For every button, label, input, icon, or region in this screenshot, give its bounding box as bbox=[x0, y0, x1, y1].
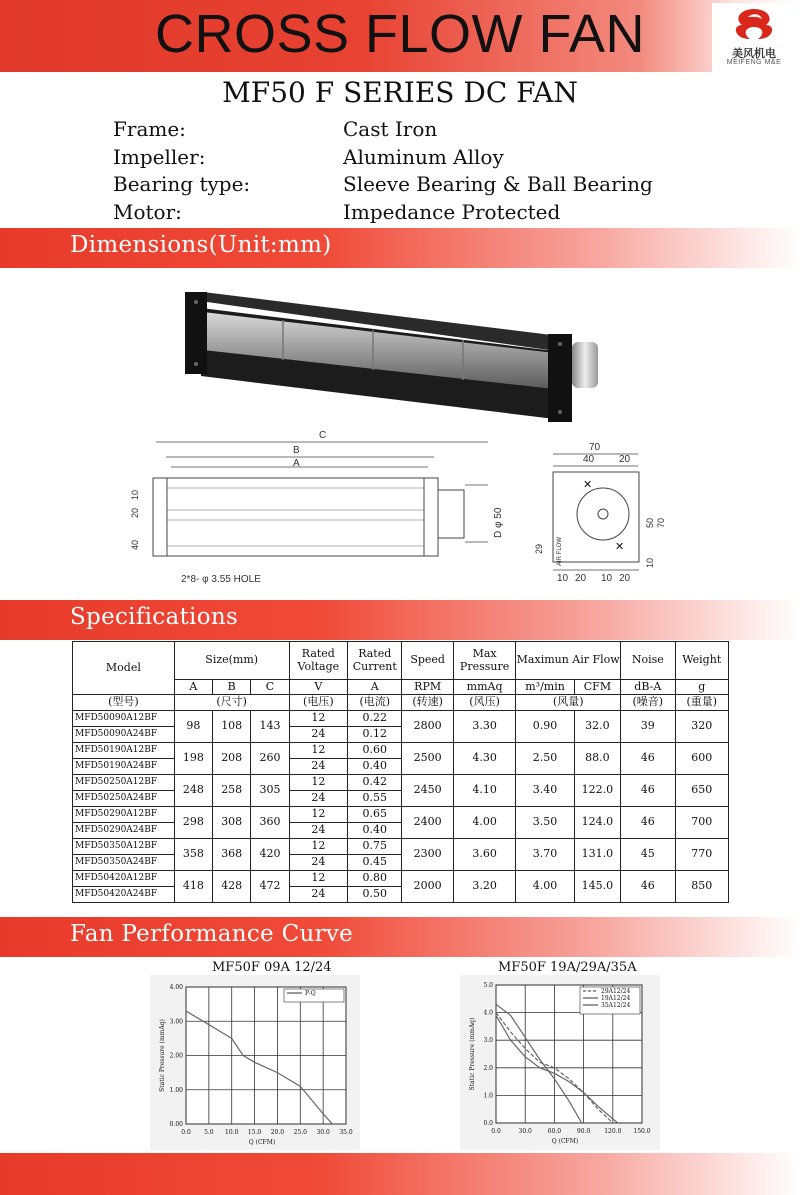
table-row bbox=[73, 711, 729, 727]
dim-40-label: 40 bbox=[130, 539, 140, 550]
y-axis-label: Static Pressure (mmAq) bbox=[159, 1019, 166, 1092]
unit-rpm: RPM bbox=[402, 680, 453, 695]
y-tick-label: 4.0 bbox=[483, 1009, 493, 1017]
chart-19a-29a-35a bbox=[460, 975, 660, 1150]
cell-voltage: 12 bbox=[289, 711, 347, 727]
cell-voltage: 24 bbox=[289, 727, 347, 743]
y-tick-label: 1.0 bbox=[483, 1092, 493, 1100]
legend-label: 29A12/24 bbox=[601, 988, 631, 995]
th-noise: Noise bbox=[621, 642, 675, 680]
side-70v-label: 70 bbox=[656, 517, 666, 528]
x-tick-label: 20.0 bbox=[270, 1129, 285, 1136]
cell-model: MFD50090A12BF bbox=[73, 711, 175, 727]
cell-flow-cfm: 122.0 bbox=[574, 775, 620, 807]
bottom-10-b-label: 10 bbox=[601, 573, 613, 584]
cell-speed: 2000 bbox=[402, 871, 453, 903]
cell-pressure: 4.00 bbox=[453, 807, 515, 839]
cell-size-b: 108 bbox=[213, 711, 251, 743]
cell-speed: 2300 bbox=[402, 839, 453, 871]
section-title-dimensions: Dimensions(Unit:mm) bbox=[70, 232, 332, 258]
cell-size-c: 260 bbox=[251, 743, 289, 775]
cell-flow-cfm: 145.0 bbox=[574, 871, 620, 903]
cell-current: 0.55 bbox=[348, 791, 402, 807]
cell-speed: 2400 bbox=[402, 807, 453, 839]
side-29-label: 29 bbox=[534, 543, 544, 554]
unit-v: V bbox=[289, 680, 347, 695]
th-pressure: Max Pressure bbox=[453, 642, 515, 680]
chart2-title: MF50F 19A/29A/35A bbox=[498, 960, 637, 975]
legend-label: 35A12/24 bbox=[601, 1002, 631, 1009]
cell-model: MFD50250A12BF bbox=[73, 775, 175, 791]
cell-flow-m3: 3.40 bbox=[516, 775, 574, 807]
cell-model: MFD50420A12BF bbox=[73, 871, 175, 887]
chart-09a bbox=[150, 975, 360, 1150]
th-model: Model bbox=[73, 642, 175, 695]
unit-cfm: CFM bbox=[574, 680, 620, 695]
spec-value-motor: Impedance Protected bbox=[343, 200, 561, 224]
th-flow: Maximun Air Flow bbox=[516, 642, 621, 680]
dim-20-label: 20 bbox=[130, 507, 140, 518]
x-tick-label: 0.0 bbox=[491, 1128, 501, 1135]
cell-model: MFD50190A12BF bbox=[73, 743, 175, 759]
y-tick-label: 0.00 bbox=[169, 1121, 183, 1128]
cell-current: 0.65 bbox=[348, 807, 402, 823]
dim-b-label: B bbox=[293, 445, 300, 456]
cell-voltage: 12 bbox=[289, 743, 347, 759]
x-tick-label: 30.0 bbox=[518, 1128, 532, 1135]
cell-noise: 46 bbox=[621, 743, 675, 775]
side-70-label: 70 bbox=[589, 442, 601, 453]
brand-logo bbox=[712, 3, 796, 73]
cn-size: (尺寸) bbox=[174, 695, 289, 711]
cell-size-a: 98 bbox=[174, 711, 212, 743]
x-tick-label: 5.0 bbox=[204, 1129, 214, 1136]
cell-weight: 850 bbox=[675, 871, 729, 903]
y-tick-label: 2.0 bbox=[483, 1064, 493, 1072]
unit-m3: m³/min bbox=[516, 680, 574, 695]
cell-pressure: 4.10 bbox=[453, 775, 515, 807]
cell-size-b: 258 bbox=[213, 775, 251, 807]
cell-pressure: 3.60 bbox=[453, 839, 515, 871]
y-tick-label: 3.00 bbox=[169, 1018, 183, 1026]
cell-size-c: 472 bbox=[251, 871, 289, 903]
cell-model: MFD50090A24BF bbox=[73, 727, 175, 743]
cell-voltage: 24 bbox=[289, 759, 347, 775]
legend-label: P-Q bbox=[305, 990, 316, 997]
cell-flow-cfm: 32.0 bbox=[574, 711, 620, 743]
th-size: Size(mm) bbox=[174, 642, 289, 680]
th-speed: Speed bbox=[402, 642, 453, 680]
cell-size-c: 305 bbox=[251, 775, 289, 807]
section-title-curve: Fan Performance Curve bbox=[70, 921, 354, 947]
cell-model: MFD50250A24BF bbox=[73, 791, 175, 807]
cell-voltage: 24 bbox=[289, 887, 347, 903]
spec-value-impeller: Aluminum Alloy bbox=[343, 145, 504, 169]
unit-a: A bbox=[174, 680, 212, 695]
cell-voltage: 12 bbox=[289, 775, 347, 791]
bottom-banner bbox=[0, 1153, 800, 1195]
cell-model: MFD50420A24BF bbox=[73, 887, 175, 903]
chart1-title: MF50F 09A 12/24 bbox=[212, 960, 332, 975]
section-header-dimensions bbox=[0, 228, 800, 268]
spec-table bbox=[72, 641, 729, 903]
airflow-label: AIR FLOW bbox=[557, 536, 563, 566]
unit-b: B bbox=[213, 680, 251, 695]
cn-current: (电流) bbox=[348, 695, 402, 711]
y-tick-label: 1.00 bbox=[169, 1086, 183, 1094]
logo-chinese-text: 美风机电 bbox=[732, 47, 776, 60]
cell-voltage: 24 bbox=[289, 855, 347, 871]
cell-voltage: 24 bbox=[289, 823, 347, 839]
cell-size-a: 418 bbox=[174, 871, 212, 903]
cell-current: 0.60 bbox=[348, 743, 402, 759]
cn-noise: (噪音) bbox=[621, 695, 675, 711]
cell-weight: 320 bbox=[675, 711, 729, 743]
x-tick-label: 150.0 bbox=[633, 1128, 651, 1135]
cell-voltage: 12 bbox=[289, 871, 347, 887]
cell-model: MFD50350A24BF bbox=[73, 855, 175, 871]
logo-english-text: MEIFENG M&E bbox=[726, 59, 782, 66]
unit-g: g bbox=[675, 680, 729, 695]
cell-current: 0.45 bbox=[348, 855, 402, 871]
y-tick-label: 2.00 bbox=[169, 1052, 183, 1060]
cell-current: 0.22 bbox=[348, 711, 402, 727]
cell-size-b: 208 bbox=[213, 743, 251, 775]
cell-weight: 600 bbox=[675, 743, 729, 775]
cell-model: MFD50290A12BF bbox=[73, 807, 175, 823]
cell-size-a: 248 bbox=[174, 775, 212, 807]
x-tick-label: 0.0 bbox=[181, 1129, 191, 1136]
th-weight: Weight bbox=[675, 642, 729, 680]
cell-flow-cfm: 124.0 bbox=[574, 807, 620, 839]
cell-size-a: 358 bbox=[174, 839, 212, 871]
cell-weight: 700 bbox=[675, 807, 729, 839]
x-tick-label: 120.0 bbox=[604, 1128, 622, 1135]
section-header-specifications bbox=[0, 600, 800, 640]
fan-photo bbox=[123, 272, 676, 432]
cn-pressure: (风压) bbox=[453, 695, 515, 711]
cell-current: 0.42 bbox=[348, 775, 402, 791]
cell-flow-cfm: 88.0 bbox=[574, 743, 620, 775]
table-row bbox=[73, 743, 729, 759]
unit-mmaq: mmAq bbox=[453, 680, 515, 695]
cell-size-c: 143 bbox=[251, 711, 289, 743]
cn-model: (型号) bbox=[73, 695, 175, 711]
spec-label-frame: Frame: bbox=[113, 117, 186, 141]
y-tick-label: 4.00 bbox=[169, 984, 183, 991]
table-row bbox=[73, 839, 729, 855]
y-tick-label: 0.0 bbox=[483, 1120, 493, 1127]
dim-c-label: C bbox=[319, 430, 327, 441]
cell-flow-m3: 3.70 bbox=[516, 839, 574, 871]
cell-current: 0.40 bbox=[348, 823, 402, 839]
cn-voltage: (电压) bbox=[289, 695, 347, 711]
y-tick-label: 5.0 bbox=[483, 982, 493, 989]
cell-noise: 45 bbox=[621, 839, 675, 871]
cell-flow-cfm: 131.0 bbox=[574, 839, 620, 871]
cn-speed: (转速) bbox=[402, 695, 453, 711]
legend-label: 19A12/24 bbox=[601, 995, 631, 1002]
bottom-10-a-label: 10 bbox=[557, 573, 569, 584]
cell-weight: 650 bbox=[675, 775, 729, 807]
cell-size-b: 428 bbox=[213, 871, 251, 903]
cell-flow-m3: 2.50 bbox=[516, 743, 574, 775]
side-10v-label: 10 bbox=[645, 557, 655, 568]
cell-speed: 2800 bbox=[402, 711, 453, 743]
side-20-label: 20 bbox=[619, 454, 631, 465]
cell-size-c: 420 bbox=[251, 839, 289, 871]
side-40-label: 40 bbox=[583, 454, 595, 465]
cell-model: MFD50350A12BF bbox=[73, 839, 175, 855]
th-voltage: Rated Voltage bbox=[289, 642, 347, 680]
cell-noise: 46 bbox=[621, 807, 675, 839]
spec-value-bearing: Sleeve Bearing & Ball Bearing bbox=[343, 172, 653, 196]
section-header-curve bbox=[0, 917, 800, 957]
cell-voltage: 12 bbox=[289, 807, 347, 823]
cell-noise: 46 bbox=[621, 775, 675, 807]
cell-pressure: 3.20 bbox=[453, 871, 515, 903]
x-axis-label: Q (CFM) bbox=[551, 1138, 579, 1145]
cn-flow: (风量) bbox=[516, 695, 621, 711]
cell-flow-m3: 3.50 bbox=[516, 807, 574, 839]
page-title: CROSS FLOW FAN bbox=[154, 4, 646, 64]
spec-label-bearing: Bearing type: bbox=[113, 172, 251, 196]
cell-noise: 46 bbox=[621, 871, 675, 903]
cell-pressure: 4.30 bbox=[453, 743, 515, 775]
x-tick-label: 60.0 bbox=[547, 1128, 562, 1135]
section-title-specifications: Specifications bbox=[70, 604, 239, 630]
x-tick-label: 90.0 bbox=[576, 1128, 591, 1135]
table-row bbox=[73, 807, 729, 823]
cell-size-b: 368 bbox=[213, 839, 251, 871]
cell-size-a: 298 bbox=[174, 807, 212, 839]
cell-size-a: 198 bbox=[174, 743, 212, 775]
cell-voltage: 24 bbox=[289, 791, 347, 807]
spec-value-frame: Cast Iron bbox=[343, 117, 438, 141]
screw-mark-icon: ✕ bbox=[583, 479, 593, 491]
cell-size-c: 360 bbox=[251, 807, 289, 839]
x-tick-label: 30.0 bbox=[316, 1129, 330, 1136]
bottom-20-b-label: 20 bbox=[619, 573, 631, 584]
series-title: MF50 F SERIES DC FAN bbox=[222, 76, 578, 109]
cell-size-b: 308 bbox=[213, 807, 251, 839]
th-current: Rated Current bbox=[348, 642, 402, 680]
cell-speed: 2500 bbox=[402, 743, 453, 775]
cell-speed: 2450 bbox=[402, 775, 453, 807]
unit-db: dB-A bbox=[621, 680, 675, 695]
cell-pressure: 3.30 bbox=[453, 711, 515, 743]
dimension-drawing bbox=[123, 430, 676, 598]
dim-a-label: A bbox=[293, 458, 300, 469]
logo-swirl-icon bbox=[712, 3, 796, 45]
cell-flow-m3: 0.90 bbox=[516, 711, 574, 743]
dim-diameter-label: D φ 50 bbox=[493, 507, 504, 538]
x-tick-label: 10.0 bbox=[225, 1129, 239, 1136]
unit-c: C bbox=[251, 680, 289, 695]
cell-weight: 770 bbox=[675, 839, 729, 871]
dim-10-label: 10 bbox=[130, 489, 140, 500]
y-tick-label: 3.0 bbox=[483, 1037, 493, 1045]
x-tick-label: 25.0 bbox=[293, 1129, 307, 1136]
bottom-20-a-label: 20 bbox=[575, 573, 587, 584]
cell-current: 0.50 bbox=[348, 887, 402, 903]
spec-label-impeller: Impeller: bbox=[113, 145, 206, 169]
table-row bbox=[73, 871, 729, 887]
screw-mark-icon: ✕ bbox=[615, 541, 625, 553]
cell-flow-m3: 4.00 bbox=[516, 871, 574, 903]
cell-current: 0.12 bbox=[348, 727, 402, 743]
unit-amp: A bbox=[348, 680, 402, 695]
cell-voltage: 12 bbox=[289, 839, 347, 855]
side-50-label: 50 bbox=[645, 517, 655, 528]
x-axis-label: Q (CFM) bbox=[248, 1139, 276, 1146]
table-row bbox=[73, 775, 729, 791]
x-tick-label: 35.0 bbox=[339, 1129, 353, 1136]
cell-model: MFD50190A24BF bbox=[73, 759, 175, 775]
cell-noise: 39 bbox=[621, 711, 675, 743]
cell-current: 0.40 bbox=[348, 759, 402, 775]
spec-label-motor: Motor: bbox=[113, 200, 182, 224]
cn-weight: (重量) bbox=[675, 695, 729, 711]
y-axis-label: Static Pressure (mmAq) bbox=[469, 1017, 476, 1091]
dim-hole-label: 2*8- φ 3.55 HOLE bbox=[181, 574, 261, 585]
cell-current: 0.75 bbox=[348, 839, 402, 855]
cell-current: 0.80 bbox=[348, 871, 402, 887]
cell-model: MFD50290A24BF bbox=[73, 823, 175, 839]
x-tick-label: 15.0 bbox=[247, 1129, 262, 1136]
top-banner bbox=[0, 0, 800, 72]
